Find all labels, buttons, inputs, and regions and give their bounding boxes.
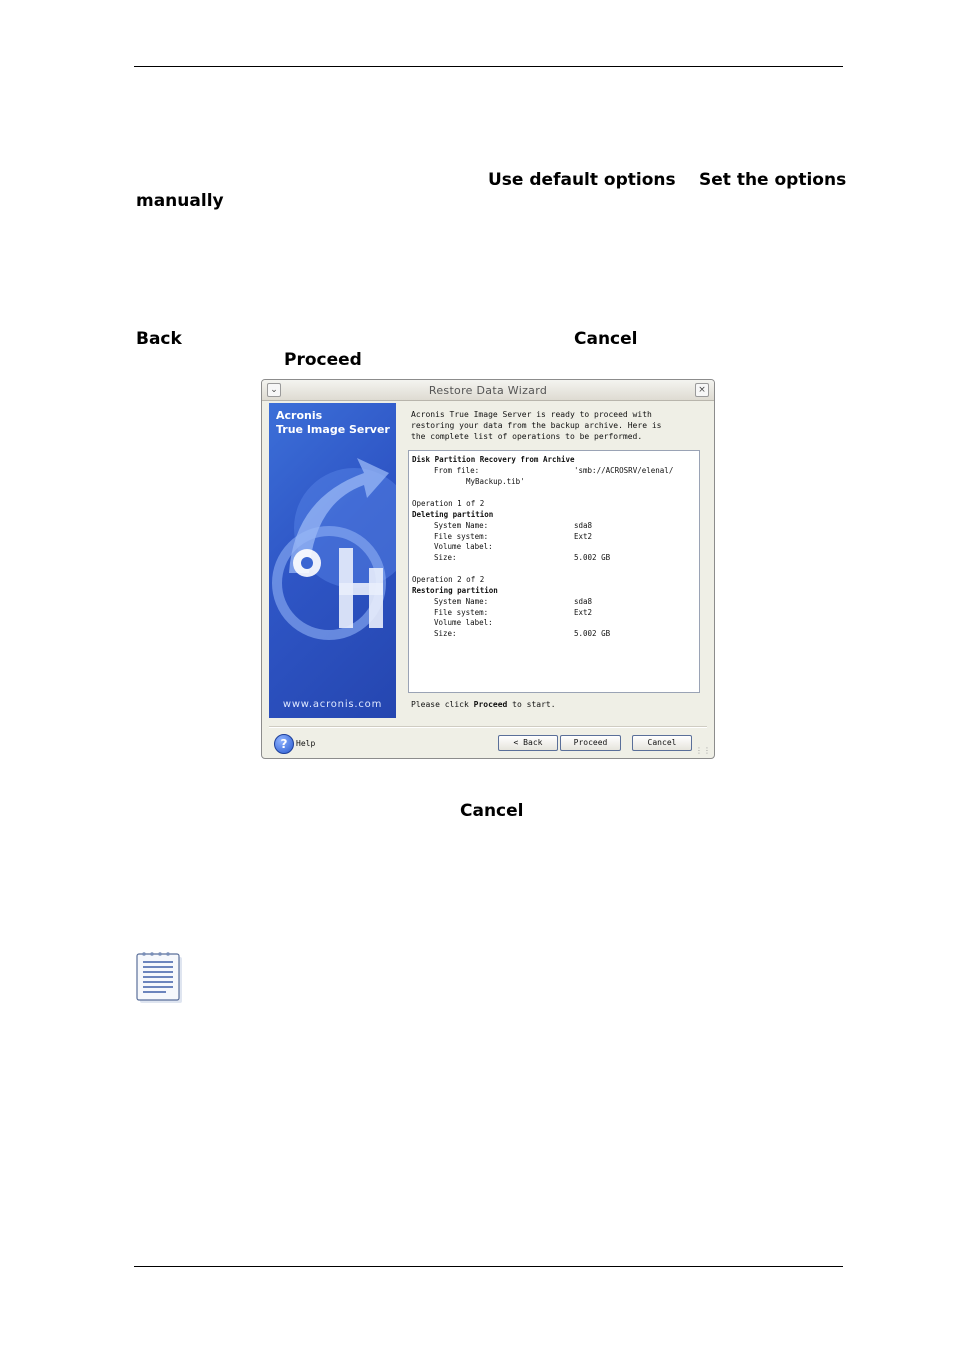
op2-volume-label-label: Volume label:	[434, 618, 493, 627]
op2-action: Restoring partition	[412, 586, 498, 595]
dialog-intro-text	[411, 409, 701, 442]
dialog-titlebar[interactable]	[262, 380, 714, 401]
hint-prefix: Please click	[411, 700, 469, 709]
resize-grip-icon[interactable]: ⋮⋮	[695, 746, 711, 755]
from-file-value: 'smb://ACROSRV/elenal/	[574, 466, 674, 475]
from-file-value-cont: MyBackup.tib'	[466, 477, 525, 486]
op1-title: Operation 1 of 2	[412, 499, 485, 508]
op1-size: 5.002 GB	[574, 553, 611, 562]
back-button[interactable]: < Back	[498, 735, 558, 751]
help-button-label[interactable]: Help	[296, 739, 316, 748]
acronis-banner-graphic	[269, 403, 396, 718]
op1-system-name: sda8	[574, 521, 593, 530]
acronis-banner	[269, 403, 396, 718]
button-separator	[269, 726, 707, 728]
op1-size-label: Size:	[434, 553, 457, 562]
bold-proceed: Proceed	[284, 350, 362, 370]
banner-product-name: True Image Server	[276, 423, 390, 436]
footer-rule	[134, 1266, 843, 1267]
op2-size: 5.002 GB	[574, 629, 611, 638]
help-icon[interactable]: ?	[274, 734, 294, 754]
bold-cancel: Cancel	[574, 329, 638, 349]
banner-brand-name: Acronis	[276, 409, 323, 422]
bold-manually: manually	[136, 191, 224, 211]
header-rule	[134, 66, 843, 67]
bold-back: Back	[136, 329, 182, 349]
op1-file-system: Ext2	[574, 532, 593, 541]
bold-use-default-options: Use default options	[488, 170, 676, 190]
op1-volume-label-label: Volume label:	[434, 542, 493, 551]
op2-system-name-label: System Name:	[434, 597, 489, 606]
op2-size-label: Size:	[434, 629, 457, 638]
bold-cancel-after-dialog: Cancel	[460, 801, 524, 821]
ops-header: Disk Partition Recovery from Archive	[412, 455, 575, 464]
intro-line: the complete list of operations to be performed.	[411, 432, 643, 441]
hint-suffix: to start.	[512, 700, 556, 709]
op2-title: Operation 2 of 2	[412, 575, 485, 584]
bold-set-the-options: Set the options	[699, 170, 847, 190]
intro-line: restoring your data from the backup archive. Here is	[411, 421, 662, 430]
banner-url: www.acronis.com	[282, 699, 383, 710]
op2-file-system-label: File system:	[434, 608, 489, 617]
from-file-label: From file:	[434, 466, 480, 475]
hint-proceed: Proceed	[473, 700, 508, 709]
op1-file-system-label: File system:	[434, 532, 489, 541]
op1-system-name-label: System Name:	[434, 521, 489, 530]
operations-list[interactable]	[408, 450, 700, 693]
notepad-icon	[134, 951, 186, 1007]
op2-file-system: Ext2	[574, 608, 593, 617]
close-icon[interactable]: ×	[695, 383, 709, 397]
cancel-button[interactable]: Cancel	[632, 735, 692, 751]
window-menu-icon[interactable]: ⌄	[267, 383, 281, 397]
op1-action: Deleting partition	[412, 510, 494, 519]
restore-data-wizard-dialog	[261, 379, 715, 759]
intro-line: Acronis True Image Server is ready to proceed with	[411, 410, 652, 419]
op2-system-name: sda8	[574, 597, 593, 606]
dialog-title: Restore Data Wizard	[428, 384, 548, 397]
proceed-hint	[411, 700, 556, 709]
proceed-button[interactable]: Proceed	[560, 735, 621, 751]
